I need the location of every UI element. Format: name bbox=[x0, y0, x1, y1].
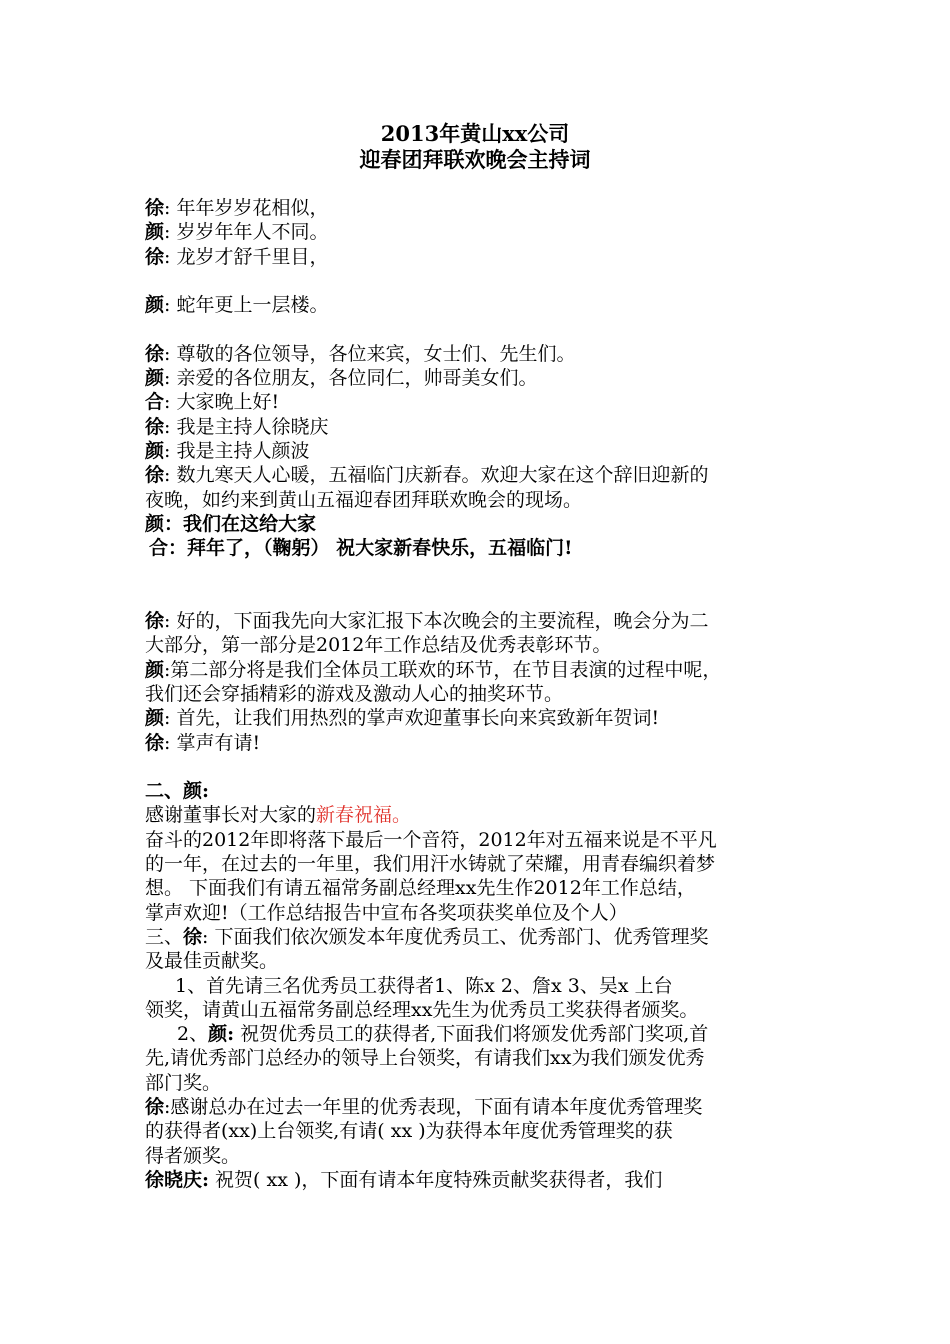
script-line bbox=[145, 196, 825, 220]
line-text: : 数九寒天人心暖，五福临门庆新春。欢迎大家在这个辞旧迎新的 bbox=[164, 464, 709, 487]
line-text: : 掌声有请! bbox=[164, 731, 261, 754]
speaker-label: 徐 bbox=[145, 610, 165, 633]
speaker-label: 颜 bbox=[145, 221, 165, 244]
script-line: 先,请优秀部门总经办的领导上台领奖，有请我们xx为我们颁发优秀 bbox=[145, 1047, 705, 1070]
line-text: : 龙岁才舒千里目， bbox=[164, 245, 329, 268]
script-line: 及最佳贡献奖。 bbox=[145, 950, 279, 973]
script-line: 1、首先请三名优秀员工获得者1、陈x 2、詹x 3、吴x 上台 bbox=[175, 974, 673, 997]
line-text: : 年年岁岁花相似， bbox=[164, 197, 329, 219]
speaker-label: 徐晓庆: bbox=[145, 1168, 210, 1191]
speaker-label: 颜 bbox=[145, 707, 165, 730]
line-text: : 蛇年更上一层楼。 bbox=[164, 294, 329, 317]
script-line bbox=[145, 463, 825, 487]
line-text: :第二部分将是我们全体员工联欢的环节，在节目表演的过程中呢， bbox=[164, 658, 722, 681]
line-text: 感谢董事长对大家的 bbox=[145, 804, 317, 827]
script-line: 掌声欢迎!（工作总结报告中宣布各奖项获奖单位及个人） bbox=[145, 901, 628, 924]
blank-line bbox=[145, 269, 825, 293]
section-number: 三、 bbox=[145, 925, 184, 948]
line-text: : 好的，下面我先向大家汇报下本次晚会的主要流程，晚会分为二 bbox=[164, 610, 709, 633]
speaker-label: 徐 bbox=[145, 197, 165, 219]
document-title-line2: 迎春团拜联欢晚会主持词 bbox=[359, 147, 591, 172]
line-text: : 尊敬的各位领导，各位来宾，女士们、先生们。 bbox=[164, 342, 576, 365]
line-text: : 亲爱的各位朋友，各位同仁，帅哥美女们。 bbox=[164, 367, 538, 390]
line-text: : 下面我们依次颁发本年度优秀员工、优秀部门、优秀管理奖 bbox=[202, 925, 709, 948]
speaker-label: 徐 bbox=[145, 245, 165, 268]
speaker-label: 徐 bbox=[145, 342, 165, 365]
script-line bbox=[145, 609, 825, 633]
speaker-label: 颜: bbox=[208, 1023, 235, 1046]
script-line bbox=[145, 220, 825, 244]
script-line: 我们还会穿插精彩的游戏及激动人心的抽奖环节。 bbox=[145, 682, 564, 705]
script-line bbox=[145, 1095, 825, 1119]
speaker-label: 徐 bbox=[145, 464, 165, 487]
script-line bbox=[145, 1022, 825, 1046]
script-line bbox=[145, 803, 825, 827]
blank-line bbox=[145, 317, 825, 341]
blank-line bbox=[145, 560, 825, 609]
script-line bbox=[145, 245, 825, 269]
script-line: 奋斗的2012年即将落下最后一个音符，2012年对五福来说是不平凡 bbox=[145, 828, 717, 851]
script-line: 的获得者(xx)上台领奖,有请( xx )为获得本年度优秀管理奖的获 bbox=[145, 1120, 673, 1143]
highlight-text: 新春祝福。 bbox=[316, 804, 412, 827]
script-line bbox=[145, 439, 825, 463]
section-heading: 二、颜: bbox=[145, 780, 210, 803]
script-line: 夜晚，如约来到黄山五福迎春团拜联欢晚会的现场。 bbox=[145, 488, 583, 511]
script-line bbox=[145, 293, 825, 317]
script-line: 部门奖。 bbox=[145, 1071, 222, 1094]
line-text: : 我是主持人徐晓庆 bbox=[164, 415, 329, 438]
script-line: 大部分，第一部分是2012年工作总结及优秀表彰环节。 bbox=[145, 634, 612, 657]
blank-line bbox=[145, 755, 825, 779]
script-line: 领奖，请黄山五福常务副总经理xx先生为优秀员工奖获得者颁奖。 bbox=[145, 998, 699, 1021]
line-text: 祝贺优秀员工的获得者,下面我们将颁发优秀部门奖项,首 bbox=[234, 1023, 709, 1046]
script-body bbox=[145, 196, 825, 1192]
script-line: 想。 下面我们有请五福常务副总经理xx先生作2012年工作总结， bbox=[145, 877, 696, 900]
speaker-label: 颜 bbox=[145, 658, 165, 681]
script-line bbox=[145, 925, 825, 949]
script-line bbox=[145, 1168, 825, 1192]
line-text: :感谢总办在过去一年里的优秀表现，下面有请本年度优秀管理奖 bbox=[164, 1095, 703, 1118]
script-line bbox=[145, 658, 825, 682]
item-number: 2、 bbox=[177, 1023, 209, 1046]
speaker-label: 徐 bbox=[145, 731, 165, 754]
script-line bbox=[145, 390, 825, 414]
speaker-label: 徐 bbox=[183, 925, 203, 948]
script-line bbox=[145, 706, 825, 730]
speaker-label: 合 bbox=[145, 391, 165, 414]
speaker-label: 徐 bbox=[145, 1095, 165, 1118]
script-line bbox=[145, 731, 825, 755]
line-text: : 大家晚上好! bbox=[164, 391, 280, 414]
speaker-label: 颜 bbox=[145, 294, 165, 317]
speaker-label: 颜 bbox=[145, 367, 165, 390]
document-title-line1: 2013年黄山xx公司 bbox=[380, 121, 570, 146]
script-line-bold: 颜：我们在这给大家 bbox=[145, 512, 317, 535]
script-line-bold: 合：拜年了，（鞠躬） 祝大家新春快乐，五福临门! bbox=[149, 537, 573, 560]
script-line bbox=[145, 366, 825, 390]
line-text: : 首先，让我们用热烈的掌声欢迎董事长向来宾致新年贺词! bbox=[164, 707, 660, 730]
speaker-label: 颜 bbox=[145, 439, 165, 462]
script-line bbox=[145, 415, 825, 439]
speaker-label: 徐 bbox=[145, 415, 165, 438]
script-line: 得者颁奖。 bbox=[145, 1144, 241, 1167]
line-text: : 我是主持人颜波 bbox=[164, 439, 310, 462]
line-text: : 岁岁年年人不同。 bbox=[164, 221, 329, 244]
line-text: 祝贺( xx )，下面有请本年度特殊贡献奖获得者，我们 bbox=[209, 1168, 663, 1191]
script-line: 的一年，在过去的一年里，我们用汗水铸就了荣耀，用青春编织着梦 bbox=[145, 853, 716, 876]
script-line bbox=[145, 342, 825, 366]
